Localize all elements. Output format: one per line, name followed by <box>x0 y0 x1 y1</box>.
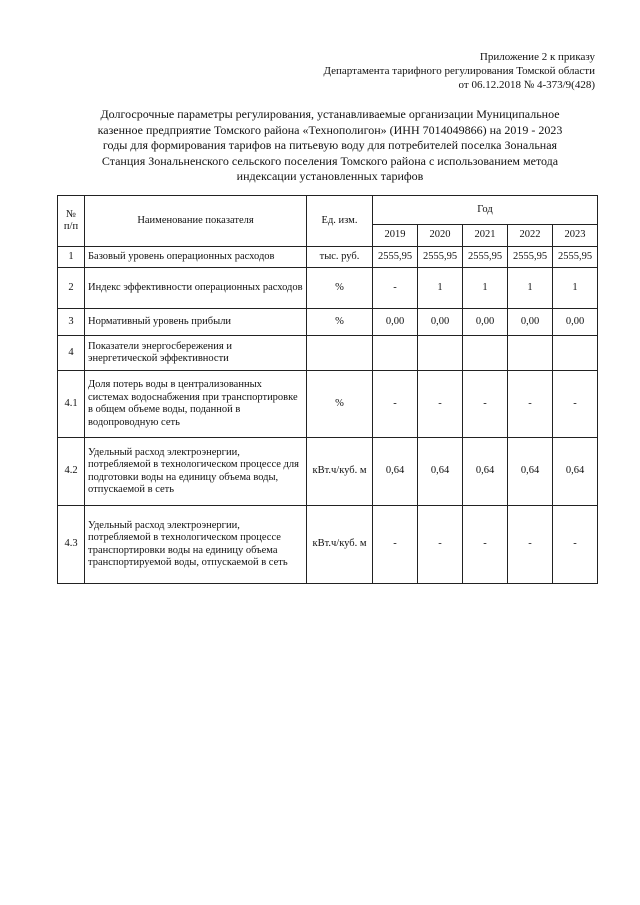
table-row <box>58 371 598 438</box>
row-unit: % <box>307 371 373 438</box>
row-value: 0,64 <box>553 438 598 506</box>
row-num: 4.1 <box>58 371 85 438</box>
title-line-2: казенное предприятие Томского района «Технополигон» (ИНН 7014049866) на 2019 - 2023 <box>97 122 563 137</box>
row-value: 1 <box>463 268 508 309</box>
row-value: - <box>508 506 553 584</box>
row-unit: кВт.ч/куб. м <box>307 506 373 584</box>
table-row <box>58 336 598 371</box>
row-unit <box>307 336 373 371</box>
table-header-row <box>58 196 598 225</box>
row-name: Нормативный уровень прибыли <box>85 309 307 336</box>
row-value <box>508 336 553 371</box>
title-line-3: годы для формирования тарифов на питьевую воду для потребителей поселка Зональная <box>102 138 558 152</box>
header-name: Наименование показателя <box>85 196 307 247</box>
row-value: 0,64 <box>418 438 463 506</box>
appendix-header <box>323 50 595 92</box>
row-unit: тыс. руб. <box>307 247 373 268</box>
parameters-table <box>57 195 598 584</box>
row-value: 0,64 <box>463 438 508 506</box>
row-value <box>553 336 598 371</box>
title-line-1: Долгосрочные параметры регулирования, устанавливаемые организации Муниципальное <box>100 107 560 121</box>
title-line-5: индексации установленных тарифов <box>236 169 424 183</box>
row-value: 1 <box>553 268 598 309</box>
appendix-line-1: Приложение 2 к приказу <box>479 51 595 63</box>
row-value: 2555,95 <box>508 247 553 268</box>
row-num: 1 <box>58 247 85 268</box>
row-name: Доля потерь воды в централизованных системах водоснабжения при транспортировке в общем объеме воды, поданной в водопроводную сеть <box>85 371 307 438</box>
row-value: - <box>373 371 418 438</box>
header-year: 2019 <box>373 225 418 247</box>
row-value: 0,64 <box>508 438 553 506</box>
row-value: - <box>463 371 508 438</box>
table-row <box>58 268 598 309</box>
appendix-line-3: от 06.12.2018 № 4-373/9(428) <box>458 79 595 91</box>
row-value: 2555,95 <box>373 247 418 268</box>
table-row <box>58 309 598 336</box>
row-unit: кВт.ч/куб. м <box>307 438 373 506</box>
row-value: 1 <box>418 268 463 309</box>
row-value <box>418 336 463 371</box>
row-value: - <box>373 506 418 584</box>
row-value: 2555,95 <box>418 247 463 268</box>
row-value: - <box>553 506 598 584</box>
row-value <box>373 336 418 371</box>
header-year: 2021 <box>463 225 508 247</box>
row-name: Удельный расход электроэнергии, потребляемой в технологическом процессе транспортировки воды на единицу объема транспортируемой воды, отпускаемой в сеть <box>85 506 307 584</box>
header-unit: Ед. изм. <box>307 196 373 247</box>
row-value <box>463 336 508 371</box>
row-num: 4.3 <box>58 506 85 584</box>
row-value: 0,64 <box>373 438 418 506</box>
row-num: 4.2 <box>58 438 85 506</box>
document-title <box>60 107 600 185</box>
header-year: 2023 <box>553 225 598 247</box>
row-value: - <box>463 506 508 584</box>
row-name: Индекс эффективности операционных расходов <box>85 268 307 309</box>
title-line-4: Станция Зональненского сельского поселения Томского района с использованием метода <box>101 153 559 168</box>
row-value: - <box>373 268 418 309</box>
row-value: 0,00 <box>463 309 508 336</box>
header-year: 2020 <box>418 225 463 247</box>
row-num: 2 <box>58 268 85 309</box>
row-value: - <box>418 371 463 438</box>
table-row <box>58 506 598 584</box>
row-value: 2555,95 <box>553 247 598 268</box>
row-value: - <box>508 371 553 438</box>
row-num: 3 <box>58 309 85 336</box>
row-value: 0,00 <box>418 309 463 336</box>
row-name: Удельный расход электроэнергии, потребляемой в технологическом процессе для подготовки воды на единицу объема воды, отпускаемой в сеть <box>85 438 307 506</box>
row-value: 0,00 <box>373 309 418 336</box>
row-unit: % <box>307 309 373 336</box>
table-row <box>58 247 598 268</box>
header-year-group: Год <box>373 196 598 225</box>
appendix-line-2: Департамента тарифного регулирования Томской области <box>323 65 595 77</box>
row-value: 2555,95 <box>463 247 508 268</box>
header-year: 2022 <box>508 225 553 247</box>
row-name: Показатели энергосбережения и энергетической эффективности <box>85 336 307 371</box>
row-name: Базовый уровень операционных расходов <box>85 247 307 268</box>
row-value: 0,00 <box>553 309 598 336</box>
row-value: 1 <box>508 268 553 309</box>
row-value: - <box>418 506 463 584</box>
row-num: 4 <box>58 336 85 371</box>
header-num: № п/п <box>58 196 85 247</box>
row-value: 0,00 <box>508 309 553 336</box>
row-value: - <box>553 371 598 438</box>
table-row <box>58 438 598 506</box>
row-unit: % <box>307 268 373 309</box>
